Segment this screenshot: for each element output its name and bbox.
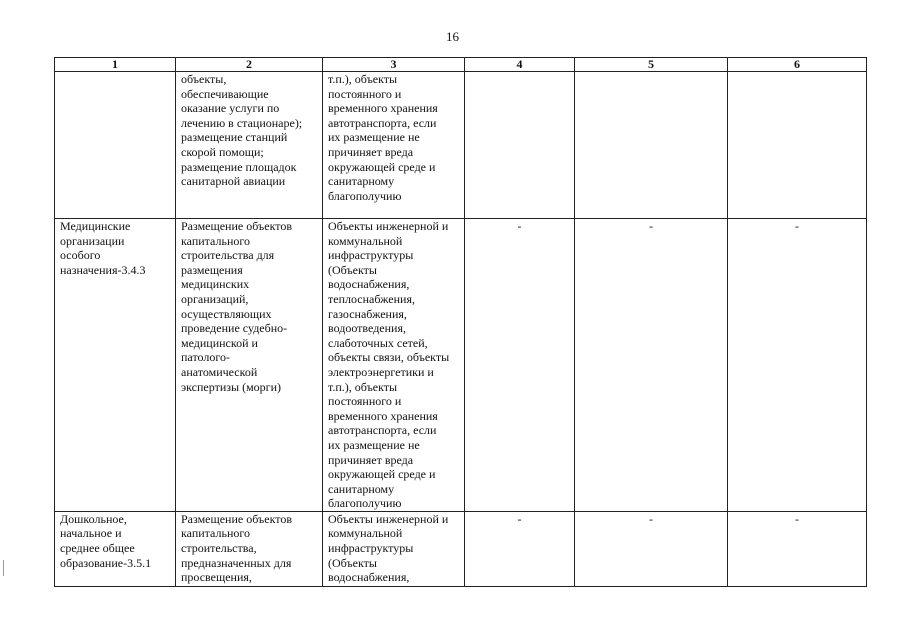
- cell-col-6: -: [728, 511, 867, 586]
- cell-auxiliary-uses: Объекты инженерной и коммунальной инфраструктуры (Объекты водоснабжения,: [323, 511, 465, 586]
- header-col-6: 6: [728, 58, 867, 72]
- table-row: [55, 219, 867, 512]
- cell-use-name: Медицинские организации особого назначения-3.4.3: [55, 219, 176, 512]
- header-col-1: 1: [55, 58, 176, 72]
- cell-use-name: [55, 72, 176, 219]
- header-col-3: 3: [323, 58, 465, 72]
- header-col-5: 5: [575, 58, 728, 72]
- header-row: [55, 58, 867, 72]
- header-col-2: 2: [176, 58, 323, 72]
- table-row: [55, 511, 867, 586]
- header-col-4: 4: [465, 58, 575, 72]
- cell-use-description: Размещение объектов капитального строительства для размещения медицинских организаций, осуществляющих проведение судебно- медицинской и патолого- анатомической экспертизы (морги): [176, 219, 323, 512]
- cell-col-6: -: [728, 219, 867, 512]
- table-row: [55, 72, 867, 219]
- cell-use-name: Дошкольное, начальное и среднее общее образование-3.5.1: [55, 511, 176, 586]
- cell-use-description: Размещение объектов капитального строительства, предназначенных для просвещения,: [176, 511, 323, 586]
- cell-col-5: -: [575, 219, 728, 512]
- cell-auxiliary-uses: т.п.), объекты постоянного и временного хранения автотранспорта, если их размещение не причиняет вреда окружающей среде и санитарному благополучию: [323, 72, 465, 219]
- cell-use-description: объекты, обеспечивающие оказание услуги по лечению в стационаре); размещение станций скорой помощи; размещение площадок санитарной авиации: [176, 72, 323, 219]
- cell-col-4: [465, 72, 575, 219]
- cell-col-5: -: [575, 511, 728, 586]
- cell-col-4: -: [465, 219, 575, 512]
- page-number: 16: [446, 29, 459, 44]
- cell-col-6: [728, 72, 867, 219]
- zoning-table: [54, 57, 867, 587]
- cell-auxiliary-uses: Объекты инженерной и коммунальной инфраструктуры (Объекты водоснабжения, теплоснабжения, газоснабжения, водоотведения, слаботочных сетей, объекты связи, объекты электроэнергетики и т.п.), объекты постоянного и временного хранения автотранспорта, если их размещение не причиняет вреда окружающей среде и санитарному благополучию: [323, 219, 465, 512]
- cell-col-4: -: [465, 511, 575, 586]
- cell-col-5: [575, 72, 728, 219]
- scan-edge-mark: [3, 560, 8, 576]
